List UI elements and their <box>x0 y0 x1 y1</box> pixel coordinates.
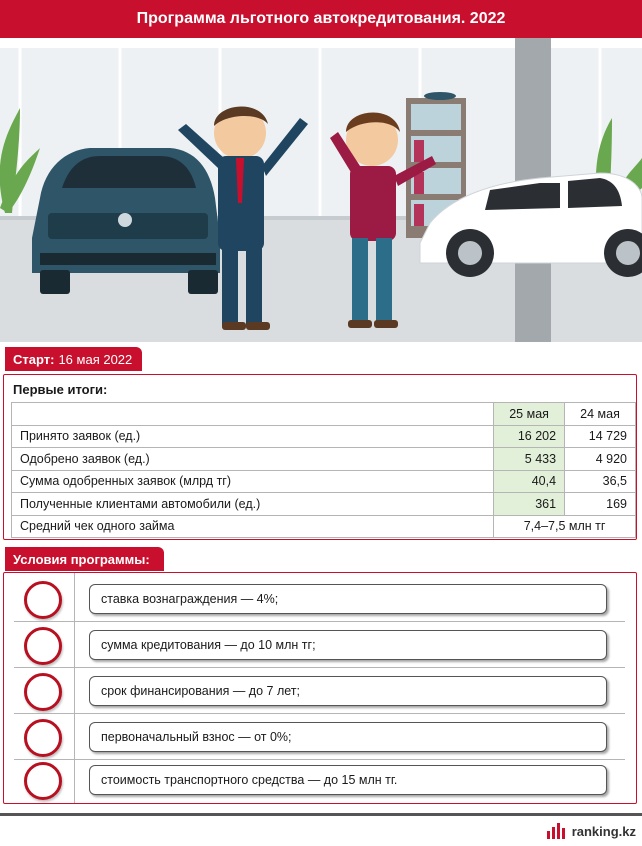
row-label: Сумма одобренных заявок (млрд тг) <box>12 470 494 493</box>
column-header-25-may: 25 мая <box>494 403 565 426</box>
row-value-24-may: 14 729 <box>565 425 636 448</box>
row-value-24-may: 4 920 <box>565 448 636 471</box>
row-label: Полученные клиентами автомобили (ед.) <box>12 493 494 516</box>
table-row <box>12 493 636 516</box>
table-header-row <box>12 403 636 426</box>
table-row <box>12 470 636 493</box>
row-value-25-may: 40,4 <box>494 470 565 493</box>
list-item <box>4 622 635 668</box>
conditions-tab <box>5 547 164 571</box>
row-label: Средний чек одного займа <box>12 515 494 538</box>
row-label: Принято заявок (ед.) <box>12 425 494 448</box>
bar-chart-logo-icon <box>547 823 567 839</box>
results-panel <box>3 374 637 540</box>
table-header-empty <box>12 403 494 426</box>
conditions-panel <box>3 572 637 804</box>
circle-bullet-icon <box>24 581 62 619</box>
list-item <box>4 668 635 714</box>
conditions-title: Условия программы: <box>13 551 150 567</box>
row-value-24-may: 169 <box>565 493 636 516</box>
column-header-24-may: 24 мая <box>565 403 636 426</box>
start-label: Старт: <box>13 351 55 367</box>
list-item <box>4 714 635 760</box>
start-date: 16 мая 2022 <box>58 351 133 367</box>
footer-divider <box>0 813 642 816</box>
circle-bullet-icon <box>24 719 62 757</box>
table-row <box>12 515 636 538</box>
table-row <box>12 425 636 448</box>
row-value-24-may: 36,5 <box>565 470 636 493</box>
condition-text: первоначальный взнос — от 0%; <box>89 722 607 752</box>
row-value-25-may: 361 <box>494 493 565 516</box>
row-label: Одобрено заявок (ед.) <box>12 448 494 471</box>
results-table <box>11 402 636 538</box>
list-item <box>4 757 635 803</box>
circle-bullet-icon <box>24 762 62 800</box>
circle-bullet-icon <box>24 627 62 665</box>
condition-text: ставка вознаграждения — 4%; <box>89 584 607 614</box>
results-title: Первые итоги: <box>13 382 108 397</box>
list-item <box>4 576 635 622</box>
table-row <box>12 448 636 471</box>
condition-text: стоимость транспортного средства — до 15 млн тг. <box>89 765 607 795</box>
start-tab <box>5 347 142 371</box>
row-value-merged: 7,4–7,5 млн тг <box>494 515 636 538</box>
brand-logo[interactable] <box>547 822 636 840</box>
condition-text: срок финансирования — до 7 лет; <box>89 676 607 706</box>
car-showroom-illustration <box>0 38 642 342</box>
condition-text: сумма кредитования — до 10 млн тг; <box>89 630 607 660</box>
logo-text: ranking.kz <box>571 823 636 839</box>
row-value-25-may: 16 202 <box>494 425 565 448</box>
row-value-25-may: 5 433 <box>494 448 565 471</box>
page-title: Программа льготного автокредитования. 2022 <box>0 0 642 38</box>
circle-bullet-icon <box>24 673 62 711</box>
